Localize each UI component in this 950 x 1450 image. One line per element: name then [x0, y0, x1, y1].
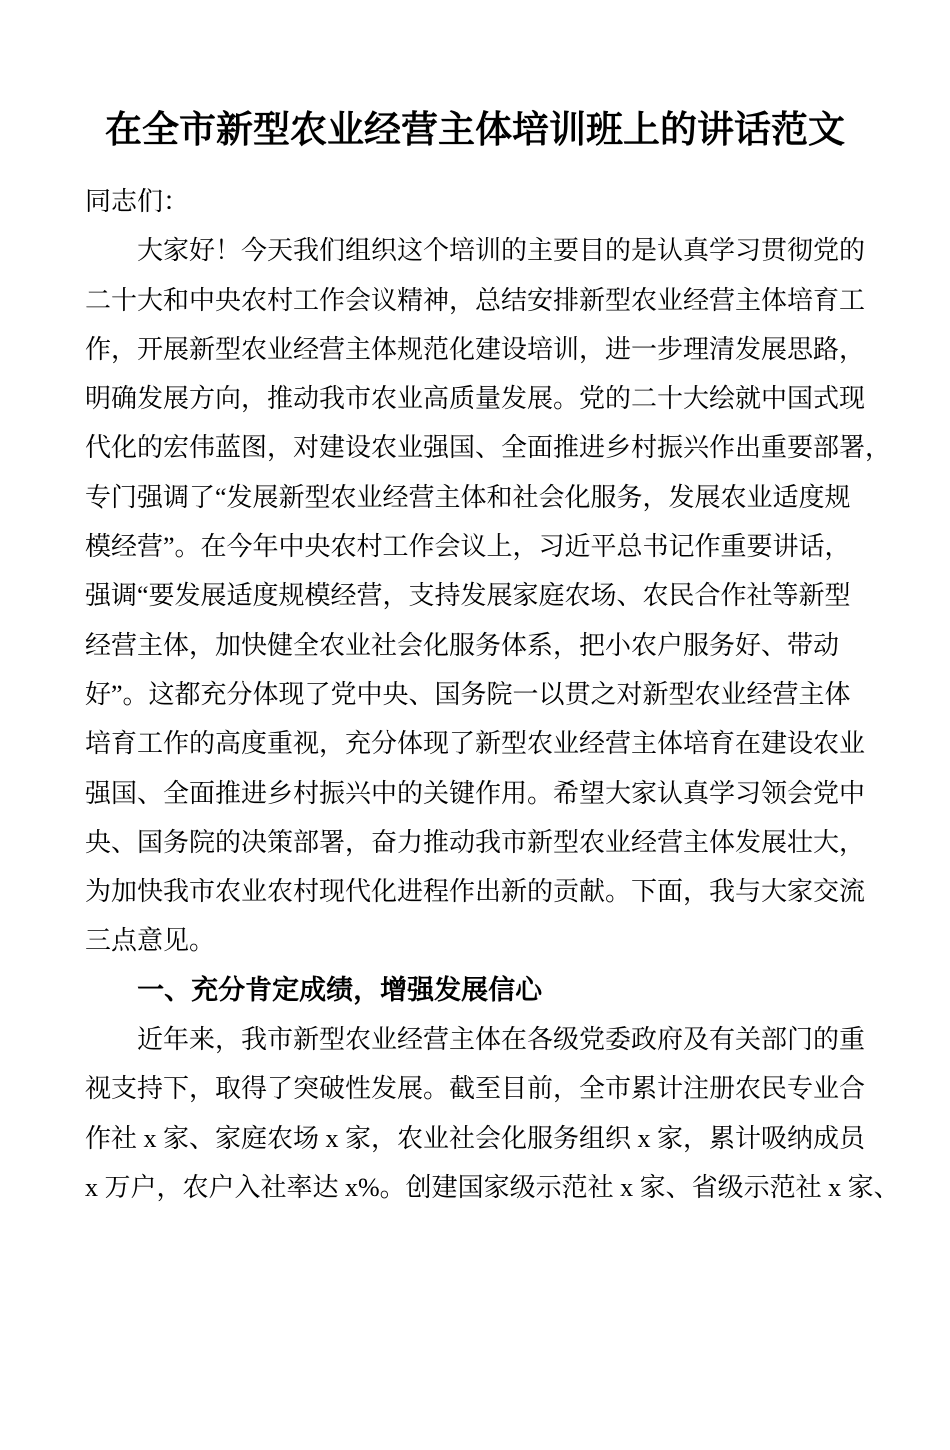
- salutation-line: 同志们：: [85, 187, 190, 216]
- text-line: 大家好！今天我们组织这个培训的主要目的是认真学习贯彻党的: [137, 236, 866, 266]
- text-line: 二十大和中央农村工作会议精神，总结安排新型农业经营主体培育工: [85, 285, 866, 315]
- text-line: 经营主体，加快健全农业社会化服务体系，把小农户服务好、带动: [85, 630, 840, 660]
- text-line: 近年来，我市新型农业经营主体在各级党委政府及有关部门的重: [137, 1025, 866, 1055]
- text-line: 明确发展方向，推动我市农业高质量发展。党的二十大绘就中国式现: [85, 384, 866, 414]
- text-line: 作，开展新型农业经营主体规范化建设培训，进一步理清发展思路，: [85, 334, 866, 364]
- text-line: 培育工作的高度重视，充分体现了新型农业经营主体培育在建设农业: [85, 729, 866, 759]
- text-line: 视支持下，取得了突破性发展。截至目前，全市累计注册农民专业合: [85, 1074, 866, 1104]
- text-line: 强调“要发展适度规模经营，支持发展家庭农场、农民合作社等新型: [85, 581, 851, 611]
- text-line: 为加快我市农业农村现代化进程作出新的贡献。下面，我与大家交流: [85, 877, 866, 907]
- text-line: x 万户，农户入社率达 x%。创建国家级示范社 x 家、省级示范社 x 家、: [85, 1172, 900, 1202]
- document-title: 在全市新型农业经营主体培训班上的讲话范文: [105, 109, 845, 150]
- text-line: 央、国务院的决策部署，奋力推动我市新型农业经营主体发展壮大，: [85, 827, 866, 857]
- text-line: 专门强调了“发展新型农业经营主体和社会化服务，发展农业适度规: [85, 482, 851, 512]
- paragraph-achievements: [85, 1015, 900, 1212]
- text-line: 好”。这都充分体现了党中央、国务院一以贯之对新型农业经营主体: [85, 679, 851, 709]
- text-line: 模经营”。在今年中央农村工作会议上，习近平总书记作重要讲话，: [85, 532, 851, 562]
- text-line: 三点意见。: [85, 926, 216, 956]
- text-line: 代化的宏伟蓝图，对建设农业强国、全面推进乡村振兴作出重要部署，: [85, 433, 892, 463]
- section-heading-1: 一、充分肯定成绩，增强发展信心: [137, 974, 543, 1005]
- paragraph-opening: [85, 226, 892, 965]
- document-page: [0, 106, 950, 1450]
- text-line: 作社 x 家、家庭农场 x 家，农业社会化服务组织 x 家，累计吸纳成员: [85, 1123, 866, 1153]
- text-line: 强国、全面推进乡村振兴中的关键作用。希望大家认真学习领会党中: [85, 778, 866, 808]
